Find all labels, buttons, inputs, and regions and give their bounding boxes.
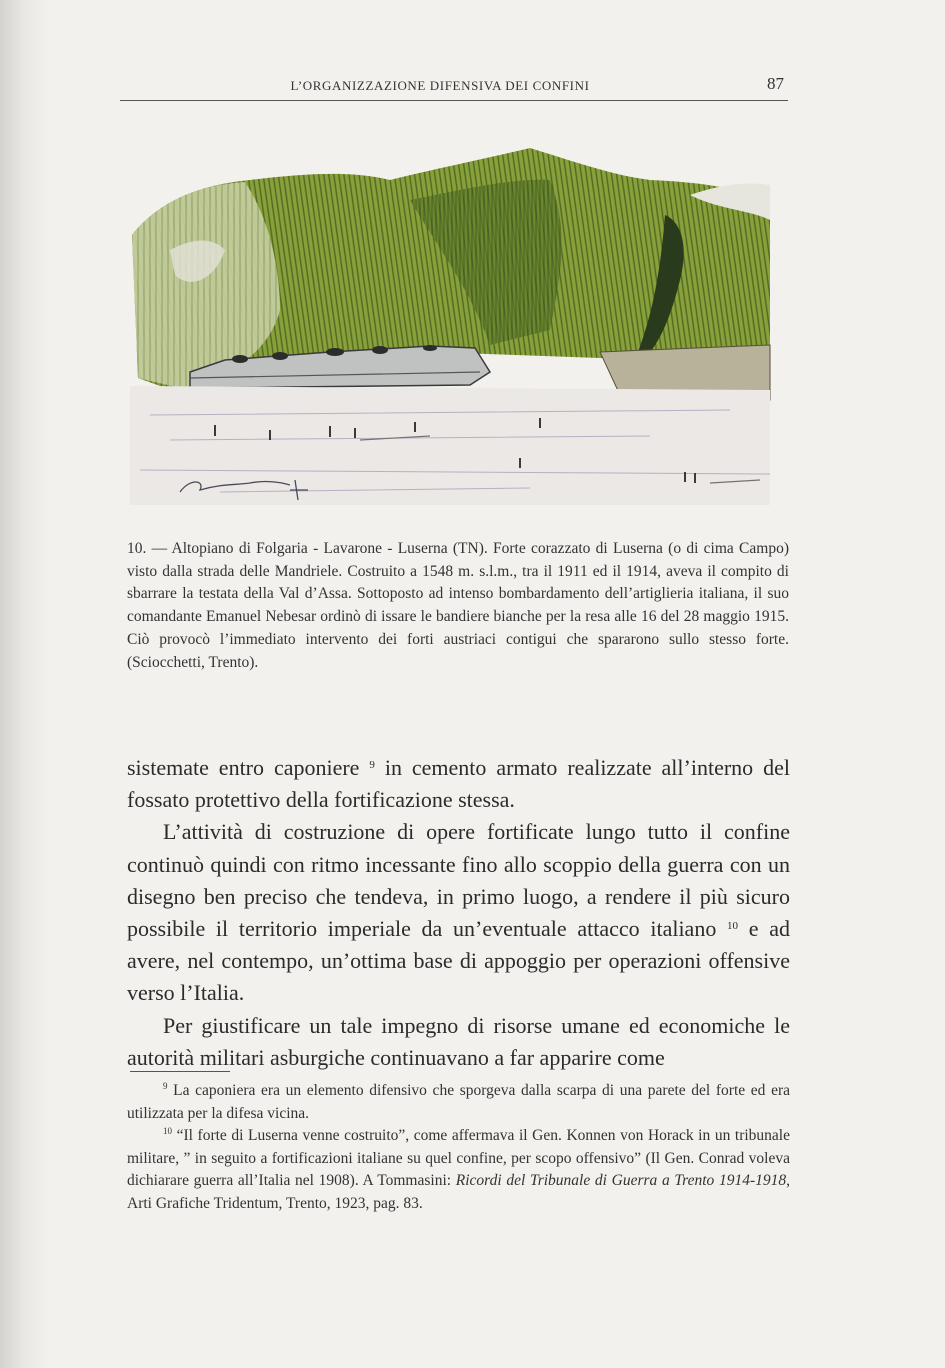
paragraph-2	[127, 816, 790, 1009]
running-head	[120, 74, 788, 98]
footnote-9-number: 9	[163, 1081, 168, 1091]
footnote-10	[127, 1125, 790, 1215]
footnote-10-text-b: , Arti Grafiche Tridentum, Trento, 1923, pag. 83.	[127, 1172, 790, 1212]
paragraph-2-part-b: e ad avere, nel contempo, un’ottima base di appoggio per operazioni offensive verso l’Italia.	[127, 916, 791, 1006]
footnote-ref-9[interactable]: 9	[369, 759, 375, 771]
footnote-ref-10[interactable]: 10	[727, 920, 739, 933]
body-text	[127, 752, 790, 1074]
paragraph-1-part-b: in cemento armato realizzate all’interno del fossato protettivo della fortificazione stessa.	[127, 755, 790, 813]
footnotes	[127, 1080, 790, 1215]
book-spine-shadow	[0, 0, 48, 1368]
page-number: 87	[767, 74, 784, 93]
paragraph-1	[127, 752, 790, 816]
caption-text: 10. — Altopiano di Folgaria - Lavarone - Luserna (TN). Forte corazzato di Luserna (o di cima Campo) visto dalla strada delle Mandriele. Costruito a 1548 m. s.l.m., tra il 1911 ed il 1914, aveva il compito di sbarrare la testata della Val d’Assa. Sottoposto ad intenso bombardamento dell’artiglieria italiana, il suo comandante Emanuel Nebesar ordinò di issare le bandiere bianche per la resa alle 16 del 28 maggio 1915. Ciò provocò l’immediato intervento dei forti austriaci contigui che spararono sullo stesso forte. (Sciocchetti, Trento).	[127, 540, 789, 671]
footnote-10-text-a: “Il forte di Luserna venne costruito”, come affermava il Gen. Konnen von Horack in un tribunale militare, ” in seguito a fortificazioni italiane su quel confine, per scopo offensivo” (Il Gen. Conrad voleva dichiarare guerra all’Italia nel 1908). A Tommasini:	[127, 1127, 790, 1189]
fort-illustration	[130, 140, 772, 505]
paragraph-1-part-a: sistemate entro caponiere	[127, 755, 360, 780]
paragraph-2-part-a: L’attività di costruzione di opere fortificate lungo tutto il confine continuò quindi con ritmo incessante fino allo scoppio della guerra con un disegno ben preciso che tendeva, in primo luogo, a rendere il più sicuro possibile il territorio imperiale da un’eventuale attacco italiano	[127, 819, 790, 942]
header-rule	[120, 100, 788, 101]
footnote-rule	[130, 1071, 230, 1072]
figure-caption	[127, 538, 789, 674]
footnote-9-text: La caponiera era un elemento difensivo che sporgeva dalla scarpa di una parete del forte ed era utilizzata per la difesa vicina.	[127, 1082, 790, 1122]
footnote-9	[127, 1080, 790, 1125]
running-head-title: L’ORGANIZZAZIONE DIFENSIVA DEI CONFINI	[290, 78, 590, 93]
footnote-10-title: Ricordi del Tribunale di Guerra a Trento 1914-1918	[455, 1172, 787, 1189]
paragraph-3: Per giustificare un tale impegno di risorse umane ed economiche le autorità militari asburgiche continuavano a far apparire come	[127, 1012, 790, 1070]
footnote-10-number: 10	[163, 1126, 172, 1136]
